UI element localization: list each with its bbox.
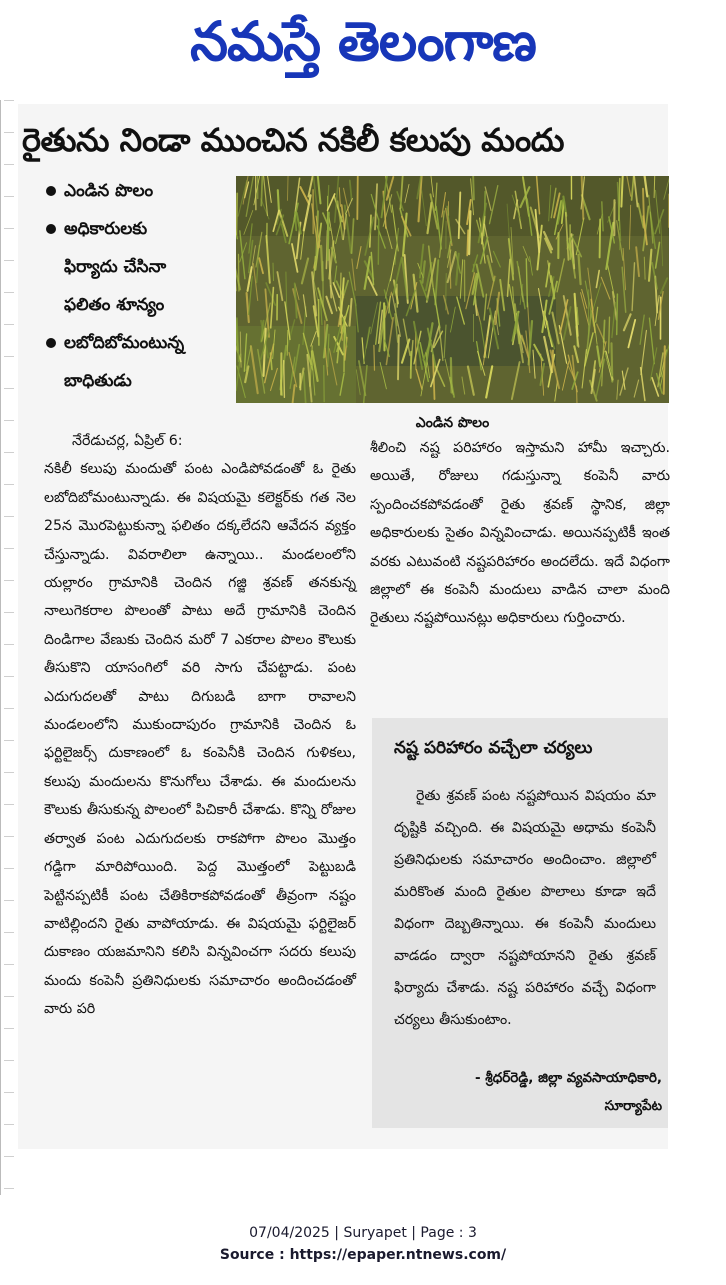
- box-signature: [394, 1064, 662, 1120]
- grass-blade: [552, 350, 553, 372]
- highlight-bullets: [44, 172, 234, 400]
- bullet-text: ఫలితం శూన్యం: [64, 295, 165, 315]
- signature-place: సూర్యాపేట: [604, 1098, 662, 1114]
- bullet-text: బాధితుడు: [64, 371, 132, 391]
- grass-blade: [374, 345, 375, 370]
- grass-blade: [324, 366, 325, 402]
- grass-blade: [617, 294, 618, 334]
- grass-blade: [451, 358, 452, 392]
- grass-blade: [664, 346, 665, 394]
- paddy-field-photo: [236, 176, 669, 403]
- article-body-left: [44, 427, 356, 1024]
- bullet-item: [44, 210, 234, 324]
- grass-blade: [467, 230, 468, 255]
- signature-name: - శ్రీధర్‌రెడ్డి, జిల్లా వ్యవసాయాధికారి,: [474, 1070, 662, 1086]
- bullet-text: ఎండిన పొలం: [64, 181, 154, 201]
- box-paragraph: రైతు శ్రవణ్ పంట నష్టపోయిన విషయం మా దృష్టికి వచ్చింది. ఈ విషయమై అధామ కంపెనీ ప్రతినిధులకు సమాచారం అందించాం. జిల్లాలో మరికొంత మంది రైతుల పొలాలు కూడా ఇదే విధంగా దెబ్బతిన్నాయి. ఈ కంపెనీ మందులు వాడడం ద్వారా నష్టపోయానని రైతు శ్రవణ్ ఫిర్యాదు చేశాడు. నష్ట పరిహారం వచ్చే విధంగా చర్యలు తీసుకుంటాం.: [394, 788, 656, 1028]
- grass-blade: [609, 317, 610, 353]
- photo-caption: ఎండిన పొలం: [415, 415, 490, 431]
- grass-blade: [621, 176, 622, 207]
- grass-blade: [284, 361, 285, 398]
- bullet-text: ఫిర్యాదు చేసినా: [64, 257, 167, 277]
- bullet-item: [44, 324, 234, 400]
- edition-info: 07/04/2025 | Suryapet | Page : 3: [249, 1225, 477, 1241]
- article-paragraph: శీలించి నష్ట పరిహారం ఇస్తామని హామీ ఇచ్చారు. అయితే, రోజులు గడుస్తున్నా కంపెనీ వారు స్పందించకపోవడంతో రైతు శ్రవణ్ స్థానిక, జిల్లా అధికారులకు సైతం విన్నవించాడు. అయినప్పటికీ ఇంత వరకు ఎటువంటి నష్టపరిహారం అందలేదు. ఇదే విధంగా జిల్లాలో ఈ కంపెనీ మందులు వాడిన చాలా మంది రైతులు నష్టపోయినట్లు అధికారులు గుర్తించారు.: [370, 440, 670, 627]
- box-title: నష్ట పరిహారం వచ్చేలా చర్యలు: [394, 738, 593, 758]
- page-edge-rule: [0, 100, 1, 1195]
- bullet-text: అధికారులకు: [64, 219, 148, 239]
- grass-blade: [236, 193, 237, 234]
- grass-blade: [287, 330, 288, 355]
- article-body-right: [370, 434, 670, 633]
- page-footer: [0, 1222, 726, 1266]
- grass-blade: [357, 176, 358, 219]
- page-edge-ticks: [4, 100, 14, 1195]
- paddy-field-illustration: [236, 176, 669, 403]
- grass-blade: [446, 273, 447, 310]
- source-link: Source : https://epaper.ntnews.com/: [219, 1247, 507, 1263]
- dateline: నేరేడుచర్ల, ఏప్రిల్ 6:: [72, 433, 183, 449]
- bullet-text: లబోదిబోమంటున్న: [64, 333, 185, 353]
- grass-blade: [378, 219, 379, 264]
- bullet-item: [44, 172, 234, 210]
- article-headline: రైతును నిండా ముంచిన నకిలీ కలుపు మందు: [22, 121, 564, 159]
- grass-blade: [261, 176, 262, 206]
- grass-blade: [398, 335, 399, 379]
- newspaper-title: నమస్తే తెలంగాణ: [190, 10, 536, 73]
- masthead: [0, 4, 726, 82]
- article-paragraph: నకిలీ కలుపు మందుతో పంట ఎండిపోవడంతో ఓ రైతు లబోదిబోమంటున్నాడు. ఈ విషయమై కలెక్టర్‌కు గత నెల 25న మొరపెట్టుకున్నా ఫలితం దక్కలేదని ఆవేదన వ్యక్తం చేస్తున్నాడు. వివరాలిలా ఉన్నాయి.. మండలంలోని యల్లారం గ్రామానికి చెందిన గజ్జి శ్రవణ్ తనకున్న నాలుగెకరాల పొలంతో పాటు అదే గ్రామానికి చెందిన దిండిగాల వేణుకు చెందిన మరో 7 ఎకరాల పొలం కౌలుకు తీసుకొని యాసంగిలో వరి సాగు చేపట్టాడు. పంట ఎదుగుదలతో పాటు దిగుబడి బాగా రావాలని మండలంలోని ముకుందాపురం గ్రామానికి చెందిన ఓ ఫర్టిలైజర్స్ దుకాణంలో ఓ కంపెనీకి చెందిన గుళికలు, కలుపు మందులను కొనుగోలు చేశాడు. ఈ మందులను కౌలుకు తీసుకున్న పొలంలో పిచికారీ చేశాడు. కొన్ని రోజుల తర్వాత పంట ఎదుగుదలకు రాకపోగా పొలం మొత్తం గడ్డిగా మారిపోయింది. పెద్ద మొత్తంలో పెట్టుబడి పెట్టినప్పటికీ పంట చేతికిరాకపోవడంతో తీవ్రంగా నష్టం వాటిల్లిందని రైతు వాపోయాడు. ఈ విషయమై ఫర్టిలైజర్ దుకాణం యజమానిని కలిసి విన్నవించగా సదరు కలుపు మందు కంపెనీ ప్రతినిధులకు సమాచారం అందించడంతో వారు పరి: [44, 461, 356, 1018]
- grass-blade: [411, 352, 412, 378]
- grass-blade: [328, 213, 329, 260]
- box-body: [394, 780, 656, 1036]
- grass-blade: [469, 211, 470, 254]
